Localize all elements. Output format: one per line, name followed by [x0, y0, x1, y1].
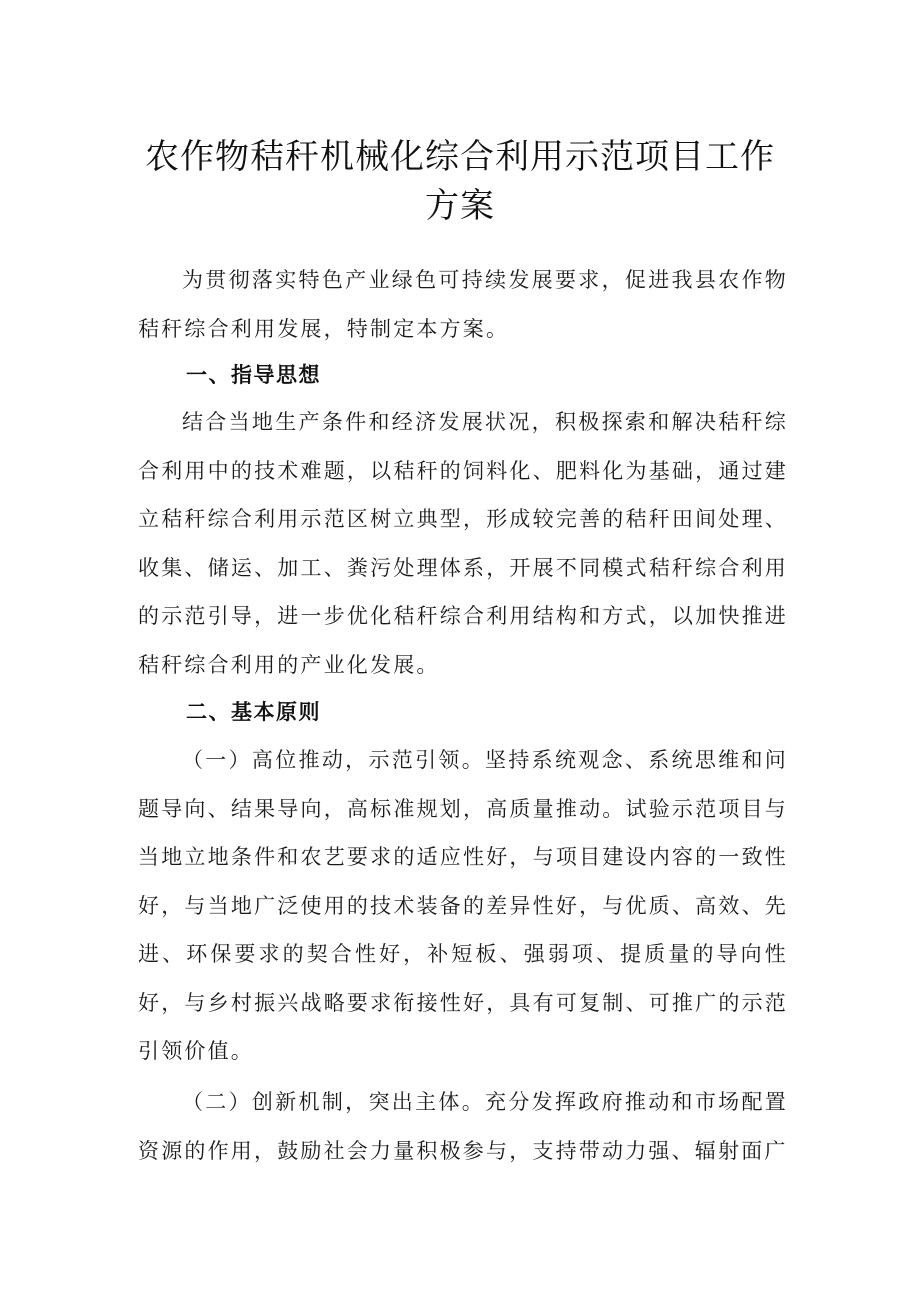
section-2-paragraph-1: （一）高位推动，示范引领。坚持系统观念、系统思维和问题导向、结果导向，高标准规划，高质量推动。试验示范项目与当地立地条件和农艺要求的适应性好，与项目建设内容的一致性好，与当地广泛使用的技术装备的差异性好，与优质、高效、先进、环保要求的契合性好，补短板、强弱项、提质量的导向性好，与乡村振兴战略要求衔接性好，具有可复制、可推广的示范引领价值。 — [138, 748, 788, 1063]
section-1-heading: 一、指导思想 — [186, 363, 321, 387]
section-2-paragraph-2: （二）创新机制，突出主体。充分发挥政府推动和市场配置资源的作用，鼓励社会力量积极参与，支持带动力强、辐射面广 — [138, 1090, 788, 1163]
intro-paragraph: 为贯彻落实特色产业绿色可持续发展要求，促进我县农作物秸秆综合利用发展，特制定本方案。 — [138, 268, 788, 341]
section-1-paragraph: 结合当地生产条件和经济发展状况，积极探索和解决秸秆综合利用中的技术难题，以秸秆的饲料化、肥料化为基础，通过建立秸秆综合利用示范区树立典型，形成较完善的秸秆田间处理、收集、储运、加工、粪污处理体系，开展不同模式秸秆综合利用的示范引导，进一步优化秸秆综合利用结构和方式，以加快推进秸秆综合利用的产业化发展。 — [138, 410, 788, 677]
document-title-line-2: 方案 — [425, 186, 495, 226]
document-title-line-1: 农作物秸秆机械化综合利用示范项目工作 — [145, 137, 775, 177]
section-2-heading: 二、基本原则 — [186, 700, 321, 724]
